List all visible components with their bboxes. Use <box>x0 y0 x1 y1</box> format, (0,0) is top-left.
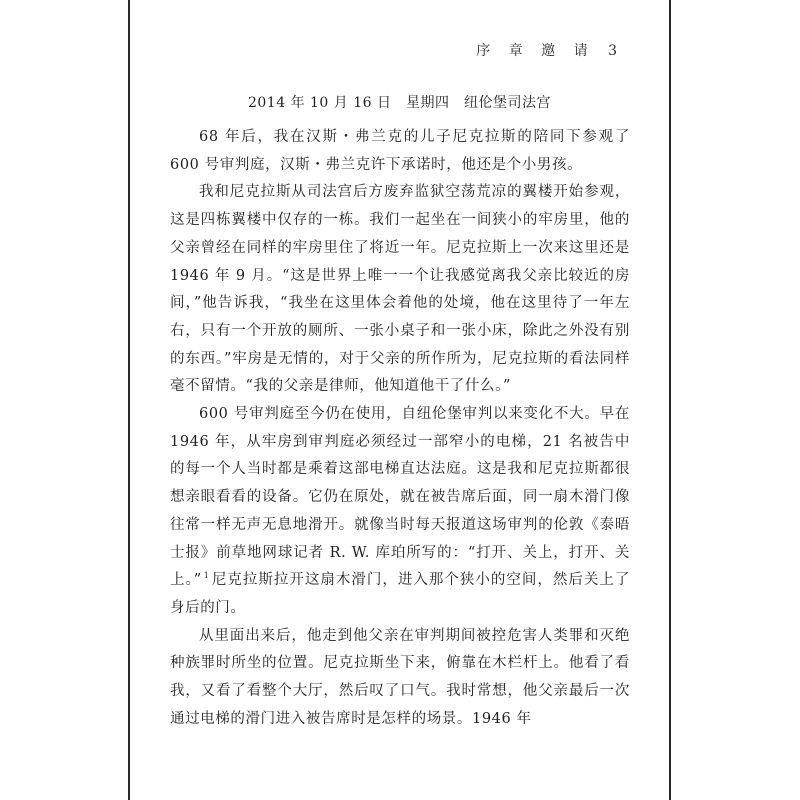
paragraph-2: 我和尼克拉斯从司法宫后方废弃监狱空荡荒凉的翼楼开始参观，这是四栋翼楼中仅存的一栋。我们一起坐在一间狭小的牢房里，他的父亲曾经在同样的牢房里住了将近一年。尼克拉斯上一次来这里还是 1946 年 9 月。“这是世界上唯一一个让我感觉离我父亲比较近的房间，”他告诉我，“我坐在这里体会着他的处境，他在这里待了一年左右，只有一个开放的厕所、一张小桌子和一张小床，除此之外没有别的东西。”牢房是无情的，对于父亲的所作所为，尼克拉斯的看法同样毫不留情。“我的父亲是律师，他知道他干了什么。” <box>170 184 630 395</box>
paragraph-3-text: 600 号审判庭至今仍在使用，自纽伦堡审判以来变化不大。早在 1946 年，从牢房到审判庭必须经过一部窄小的电梯，21 名被告中的每一个人当时都是乘着这部电梯直达法庭。这是我和尼克拉斯都很想亲眼看看的设备。它仍在原处，就在被告席后面，同一扇木滑门像往常一样无声无息地滑开。就像当时每天报道这场审判的伦敦《泰晤士报》前草地网球记者 R. W. 库珀所写的：“打开、关上，打开、关上。” <box>170 406 630 589</box>
paragraph-3-text-after: 尼克拉斯拉开这扇木滑门，进入那个狭小的空间，然后关上了身后的门。 <box>170 572 630 616</box>
page-number: 3 <box>608 43 617 59</box>
paragraph-1: 68 年后，我在汉斯・弗兰克的儿子尼克拉斯的陪同下参观了 600 号审判庭，汉斯・弗兰克许下承诺时，他还是个小男孩。 <box>170 129 630 173</box>
book-page <box>128 0 671 800</box>
footnote-marker[interactable]: 1 <box>203 571 210 581</box>
section-date-heading: 2014 年 10 月 16 日 星期四 纽伦堡司法宫 <box>247 95 551 111</box>
running-head <box>476 40 617 60</box>
body-text <box>170 124 630 733</box>
paragraph-3 <box>170 401 630 623</box>
paragraph-4: 从里面出来后，他走到他父亲在审判期间被控危害人类罪和灭绝种族罪时所坐的位置。尼克拉斯坐下来，俯靠在木栏杆上。他看了看我，又看了看整个大厅，然后叹了口气。我时常想，他父亲最后一次通过电梯的滑门进入被告席时是怎样的场景。1946 年 <box>170 627 630 727</box>
running-head-title: 序 章 邀 请 <box>476 43 595 59</box>
